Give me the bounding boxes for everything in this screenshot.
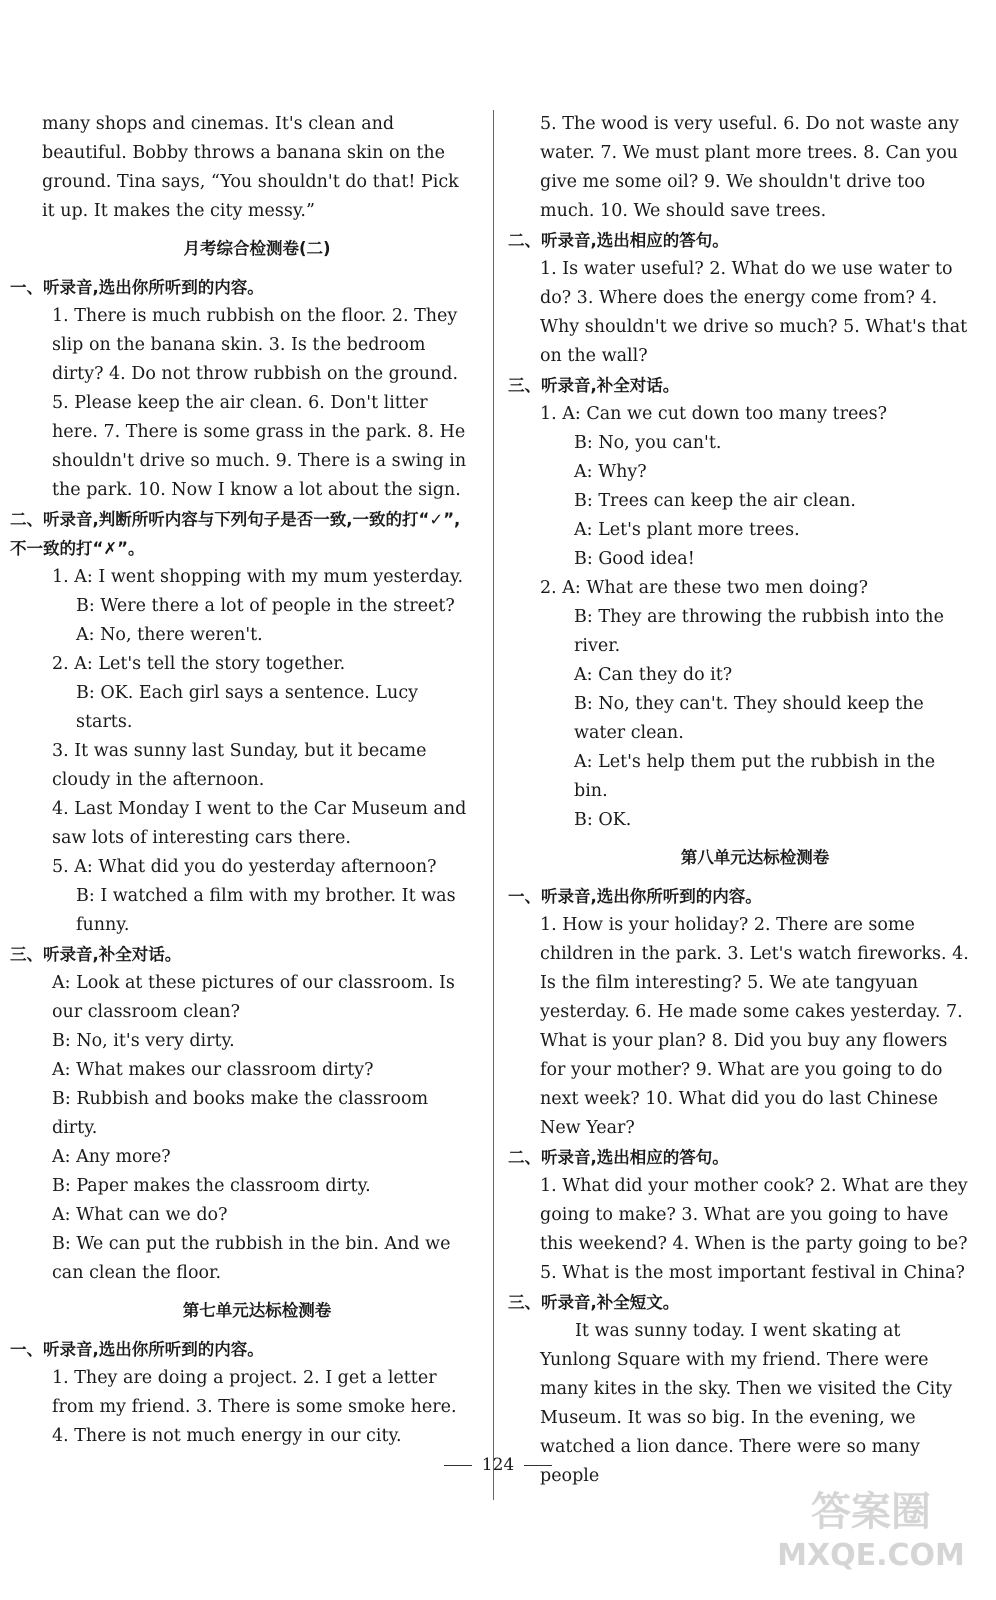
text-paragraph: A: Let's plant more trees.	[574, 520, 800, 540]
right-column	[508, 110, 970, 1491]
text-paragraph: B: Good idea!	[574, 549, 695, 569]
question-heading: 二、听录音,判断所听内容与下列句子是否一致,一致的打“✓”,不一致的打“✗”。	[10, 510, 461, 558]
text-paragraph: 3. It was sunny last Sunday, but it became cloudy in the afternoon.	[52, 741, 427, 790]
text-paragraph: 1. What did your mother cook? 2. What are they going to make? 3. What are you going to have this weekend? 4. When is the party going to be? 5. What is the most important festival in China?	[540, 1176, 968, 1283]
text-paragraph: 1. A: I went shopping with my mum yesterday.	[52, 567, 464, 587]
text-paragraph: A: Any more?	[52, 1147, 171, 1167]
question-heading: 三、听录音,补全对话。	[10, 945, 182, 964]
text-paragraph: 5. A: What did you do yesterday afternoon?	[52, 857, 437, 877]
text-paragraph: B: Were there a lot of people in the street?	[76, 596, 455, 616]
page-number: 124	[481, 1455, 515, 1475]
text-paragraph: 1. They are doing a project. 2. I get a letter from my friend. 3. There is some smoke here. 4. There is not much energy in our city.	[52, 1368, 457, 1446]
text-paragraph: 1. A: Can we cut down too many trees?	[540, 404, 888, 424]
question-heading: 一、听录音,选出你所听到的内容。	[10, 1340, 264, 1359]
question-heading: 一、听录音,选出你所听到的内容。	[508, 887, 762, 906]
text-paragraph: A: What can we do?	[52, 1205, 228, 1225]
text-paragraph: A: Why?	[574, 462, 647, 482]
text-paragraph: B: They are throwing the rubbish into the river.	[574, 607, 944, 656]
section-title: 第八单元达标检测卷	[680, 848, 830, 867]
text-paragraph: 1. Is water useful? 2. What do we use water to do? 3. Where does the energy come from? 4. Why shouldn't we drive so much? 5. What's that on the wall?	[540, 259, 968, 366]
question-heading: 三、听录音,补全短文。	[508, 1293, 680, 1312]
text-paragraph: B: Paper makes the classroom dirty.	[52, 1176, 371, 1196]
text-paragraph: 1. There is much rubbish on the floor. 2. They slip on the banana skin. 3. Is the bedroom dirty? 4. Do not throw rubbish on the ground. 5. Please keep the air clean. 6. Don't litter here. 7. There is some grass in the park. 8. He shouldn't drive so much. 9. There is a swing in the park. 10. Now I know a lot about the sign.	[52, 306, 467, 500]
text-paragraph: 2. A: What are these two men doing?	[540, 578, 869, 598]
text-paragraph: A: No, there weren't.	[76, 625, 263, 645]
text-paragraph: 1. How is your holiday? 2. There are some children in the park. 3. Let's watch fireworks. 4. Is the film interesting? 5. We ate tangyuan yesterday. 6. He made some cakes yesterday. 7. What is your plan? 8. Did you buy any flowers for your mother? 9. What are you going to do next week? 10. What did you do last Chinese New Year?	[540, 915, 969, 1138]
text-paragraph: 2. A: Let's tell the story together.	[52, 654, 346, 674]
text-paragraph: 4. Last Monday I went to the Car Museum and saw lots of interesting cars there.	[52, 799, 467, 848]
text-paragraph: A: Let's help them put the rubbish in the bin.	[574, 752, 936, 801]
svg-text:MXQE.COM: MXQE.COM	[777, 1538, 965, 1573]
text-paragraph: A: Look at these pictures of our classroom. Is our classroom clean?	[52, 973, 455, 1022]
column-divider	[493, 110, 494, 1500]
text-paragraph: A: Can they do it?	[574, 665, 733, 685]
text-paragraph: 5. The wood is very useful. 6. Do not waste any water. 7. We must plant more trees. 8. Can you give me some oil? 9. We shouldn't drive too much. 10. We should save trees.	[540, 114, 959, 221]
text-paragraph: B: OK.	[574, 810, 632, 830]
text-paragraph: It was sunny today. I went skating at Yunlong Square with my friend. There were many kites in the sky. Then we visited the City Museum. It was so big. In the evening, we watched a lion dance. There were so many people	[540, 1321, 953, 1486]
section-title: 月考综合检测卷(二)	[183, 239, 331, 258]
footer-dash-left	[444, 1465, 472, 1466]
text-paragraph: B: OK. Each girl says a sentence. Lucy starts.	[76, 683, 419, 732]
left-column	[10, 110, 472, 1451]
text-paragraph: B: We can put the rubbish in the bin. And we can clean the floor.	[52, 1234, 451, 1283]
question-heading: 二、听录音,选出相应的答句。	[508, 231, 729, 250]
text-paragraph: B: Rubbish and books make the classroom dirty.	[52, 1089, 429, 1138]
svg-text:答案圈: 答案圈	[811, 1489, 931, 1535]
text-paragraph: B: No, you can't.	[574, 433, 722, 453]
watermark-logo	[776, 1470, 966, 1580]
text-paragraph: B: No, they can't. They should keep the water clean.	[574, 694, 924, 743]
text-paragraph: B: No, it's very dirty.	[52, 1031, 235, 1051]
question-heading: 一、听录音,选出你所听到的内容。	[10, 278, 264, 297]
text-paragraph: many shops and cinemas. It's clean and beautiful. Bobby throws a banana skin on the ground. Tina says, “You shouldn't do that! Pick it up. It makes the city messy.”	[42, 114, 459, 221]
text-paragraph: B: Trees can keep the air clean.	[574, 491, 856, 511]
question-heading: 二、听录音,选出相应的答句。	[508, 1148, 729, 1167]
text-paragraph: B: I watched a film with my brother. It was funny.	[76, 886, 456, 935]
section-title: 第七单元达标检测卷	[182, 1301, 332, 1320]
text-paragraph: A: What makes our classroom dirty?	[52, 1060, 374, 1080]
footer-dash-right	[524, 1465, 552, 1466]
question-heading: 三、听录音,补全对话。	[508, 376, 680, 395]
